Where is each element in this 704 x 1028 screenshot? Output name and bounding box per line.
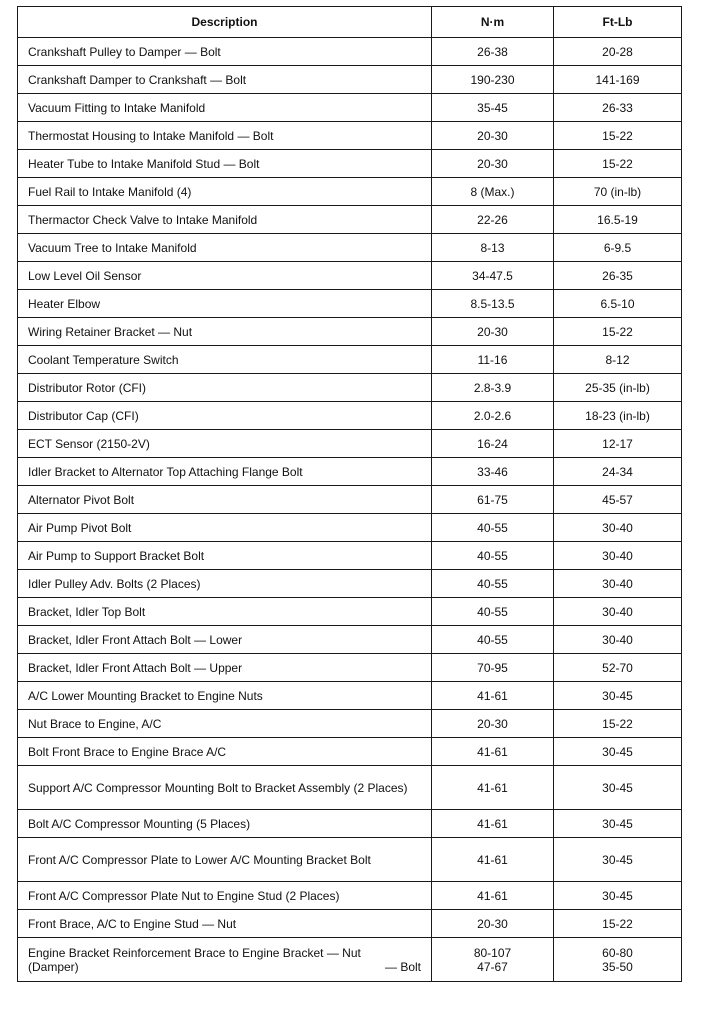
row-description: Air Pump to Support Bracket Bolt [18, 542, 432, 570]
table-row-last [18, 938, 682, 982]
row-description: Bracket, Idler Front Attach Bolt — Upper [18, 654, 432, 682]
row-nm: 11-16 [432, 346, 554, 374]
last-row-desc-damper: (Damper) [28, 959, 79, 974]
table-row [18, 374, 682, 402]
row-description: Air Pump Pivot Bolt [18, 514, 432, 542]
table-row [18, 570, 682, 598]
table-row [18, 486, 682, 514]
last-row-nm-nut: 80-107 [473, 945, 512, 960]
row-ftlb: 15-22 [554, 318, 682, 346]
last-row-description [18, 938, 432, 982]
row-nm: 2.0-2.6 [432, 402, 554, 430]
row-nm: 35-45 [432, 94, 554, 122]
row-nm: 8-13 [432, 234, 554, 262]
row-ftlb: 8-12 [554, 346, 682, 374]
row-ftlb: 30-40 [554, 542, 682, 570]
row-ftlb: 30-40 [554, 570, 682, 598]
row-description: Heater Tube to Intake Manifold Stud — Bolt [18, 150, 432, 178]
last-row-desc-line1: Engine Bracket Reinforcement Brace to Engine Bracket — Nut [28, 945, 361, 960]
row-ftlb: 30-40 [554, 626, 682, 654]
row-description: Heater Elbow [18, 290, 432, 318]
row-ftlb: 70 (in-lb) [554, 178, 682, 206]
table-row [18, 150, 682, 178]
row-ftlb: 141-169 [554, 66, 682, 94]
table-row [18, 626, 682, 654]
row-nm: 33-46 [432, 458, 554, 486]
table-row [18, 738, 682, 766]
table-row [18, 430, 682, 458]
row-nm: 190-230 [432, 66, 554, 94]
row-description: Crankshaft Damper to Crankshaft — Bolt [18, 66, 432, 94]
last-row-ftlb [554, 938, 682, 982]
row-ftlb: 30-45 [554, 738, 682, 766]
last-row-ftlb-bolt: 35-50 [602, 959, 633, 974]
row-description: Bracket, Idler Top Bolt [18, 598, 432, 626]
header-description: Description [18, 7, 432, 38]
table-row [18, 710, 682, 738]
row-nm: 26-38 [432, 38, 554, 66]
row-nm: 20-30 [432, 710, 554, 738]
last-row-nm [432, 938, 554, 982]
row-ftlb: 12-17 [554, 430, 682, 458]
row-nm: 20-30 [432, 910, 554, 938]
table-row [18, 178, 682, 206]
row-ftlb: 30-45 [554, 682, 682, 710]
row-description: Alternator Pivot Bolt [18, 486, 432, 514]
row-nm: 41-61 [432, 766, 554, 810]
row-description: Thermostat Housing to Intake Manifold — Bolt [18, 122, 432, 150]
row-description: Crankshaft Pulley to Damper — Bolt [18, 38, 432, 66]
row-nm: 34-47.5 [432, 262, 554, 290]
row-description: Vacuum Tree to Intake Manifold [18, 234, 432, 262]
table-row [18, 514, 682, 542]
row-nm: 61-75 [432, 486, 554, 514]
header-row [18, 7, 682, 38]
row-nm: 40-55 [432, 570, 554, 598]
row-nm: 40-55 [432, 598, 554, 626]
row-description: Front A/C Compressor Plate Nut to Engine Stud (2 Places) [18, 882, 432, 910]
row-nm: 20-30 [432, 318, 554, 346]
row-ftlb: 30-40 [554, 514, 682, 542]
row-ftlb: 15-22 [554, 910, 682, 938]
row-ftlb: 15-22 [554, 122, 682, 150]
row-nm: 16-24 [432, 430, 554, 458]
row-nm: 2.8-3.9 [432, 374, 554, 402]
row-ftlb: 25-35 (in-lb) [554, 374, 682, 402]
row-nm: 20-30 [432, 150, 554, 178]
table-row [18, 838, 682, 882]
table-row [18, 882, 682, 910]
table-row [18, 262, 682, 290]
row-description: Support A/C Compressor Mounting Bolt to Bracket Assembly (2 Places) [18, 766, 432, 810]
row-ftlb: 30-45 [554, 838, 682, 882]
row-ftlb: 18-23 (in-lb) [554, 402, 682, 430]
table-row [18, 66, 682, 94]
row-description: Front A/C Compressor Plate to Lower A/C Mounting Bracket Bolt [18, 838, 432, 882]
row-description: Idler Bracket to Alternator Top Attaching Flange Bolt [18, 458, 432, 486]
row-description: ECT Sensor (2150-2V) [18, 430, 432, 458]
table-row [18, 598, 682, 626]
row-ftlb: 15-22 [554, 150, 682, 178]
row-description: Vacuum Fitting to Intake Manifold [18, 94, 432, 122]
row-ftlb: 15-22 [554, 710, 682, 738]
row-nm: 40-55 [432, 626, 554, 654]
table-row [18, 206, 682, 234]
row-ftlb: 6-9.5 [554, 234, 682, 262]
row-nm: 41-61 [432, 882, 554, 910]
row-description: Nut Brace to Engine, A/C [18, 710, 432, 738]
header-nm: N·m [432, 7, 554, 38]
row-description: Idler Pulley Adv. Bolts (2 Places) [18, 570, 432, 598]
last-row-desc-bolt: — Bolt [384, 959, 421, 974]
row-ftlb: 52-70 [554, 654, 682, 682]
row-nm: 41-61 [432, 682, 554, 710]
row-ftlb: 20-28 [554, 38, 682, 66]
row-nm: 22-26 [432, 206, 554, 234]
row-description: Coolant Temperature Switch [18, 346, 432, 374]
row-description: Distributor Cap (CFI) [18, 402, 432, 430]
table-row [18, 458, 682, 486]
row-nm: 20-30 [432, 122, 554, 150]
row-nm: 41-61 [432, 738, 554, 766]
row-description: Bolt Front Brace to Engine Brace A/C [18, 738, 432, 766]
row-ftlb: 30-45 [554, 766, 682, 810]
row-ftlb: 30-45 [554, 810, 682, 838]
last-row-nm-bolt: 47-67 [477, 959, 508, 974]
row-description: Front Brace, A/C to Engine Stud — Nut [18, 910, 432, 938]
row-ftlb: 30-45 [554, 882, 682, 910]
table-body [18, 38, 682, 982]
row-description: Bolt A/C Compressor Mounting (5 Places) [18, 810, 432, 838]
row-nm: 41-61 [432, 838, 554, 882]
row-description: Thermactor Check Valve to Intake Manifold [18, 206, 432, 234]
table-row [18, 122, 682, 150]
row-nm: 40-55 [432, 542, 554, 570]
last-row-ftlb-nut: 60-80 [602, 945, 633, 960]
row-description: Wiring Retainer Bracket — Nut [18, 318, 432, 346]
table-row [18, 318, 682, 346]
row-ftlb: 16.5-19 [554, 206, 682, 234]
table-row [18, 38, 682, 66]
table-row [18, 682, 682, 710]
table-row [18, 654, 682, 682]
row-ftlb: 30-40 [554, 598, 682, 626]
table-row [18, 234, 682, 262]
row-description: A/C Lower Mounting Bracket to Engine Nuts [18, 682, 432, 710]
torque-spec-table [17, 6, 682, 982]
table-row [18, 346, 682, 374]
row-nm: 70-95 [432, 654, 554, 682]
row-description: Low Level Oil Sensor [18, 262, 432, 290]
row-nm: 40-55 [432, 514, 554, 542]
row-description: Distributor Rotor (CFI) [18, 374, 432, 402]
row-nm: 41-61 [432, 810, 554, 838]
row-ftlb: 45-57 [554, 486, 682, 514]
table-row [18, 910, 682, 938]
row-description: Bracket, Idler Front Attach Bolt — Lower [18, 626, 432, 654]
row-ftlb: 24-34 [554, 458, 682, 486]
table-row [18, 290, 682, 318]
header-ftlb: Ft-Lb [554, 7, 682, 38]
table-row [18, 766, 682, 810]
row-ftlb: 26-35 [554, 262, 682, 290]
table-row [18, 402, 682, 430]
row-nm: 8 (Max.) [432, 178, 554, 206]
row-ftlb: 6.5-10 [554, 290, 682, 318]
row-nm: 8.5-13.5 [432, 290, 554, 318]
table-row [18, 94, 682, 122]
row-description: Fuel Rail to Intake Manifold (4) [18, 178, 432, 206]
row-ftlb: 26-33 [554, 94, 682, 122]
table-row [18, 542, 682, 570]
table-row [18, 810, 682, 838]
